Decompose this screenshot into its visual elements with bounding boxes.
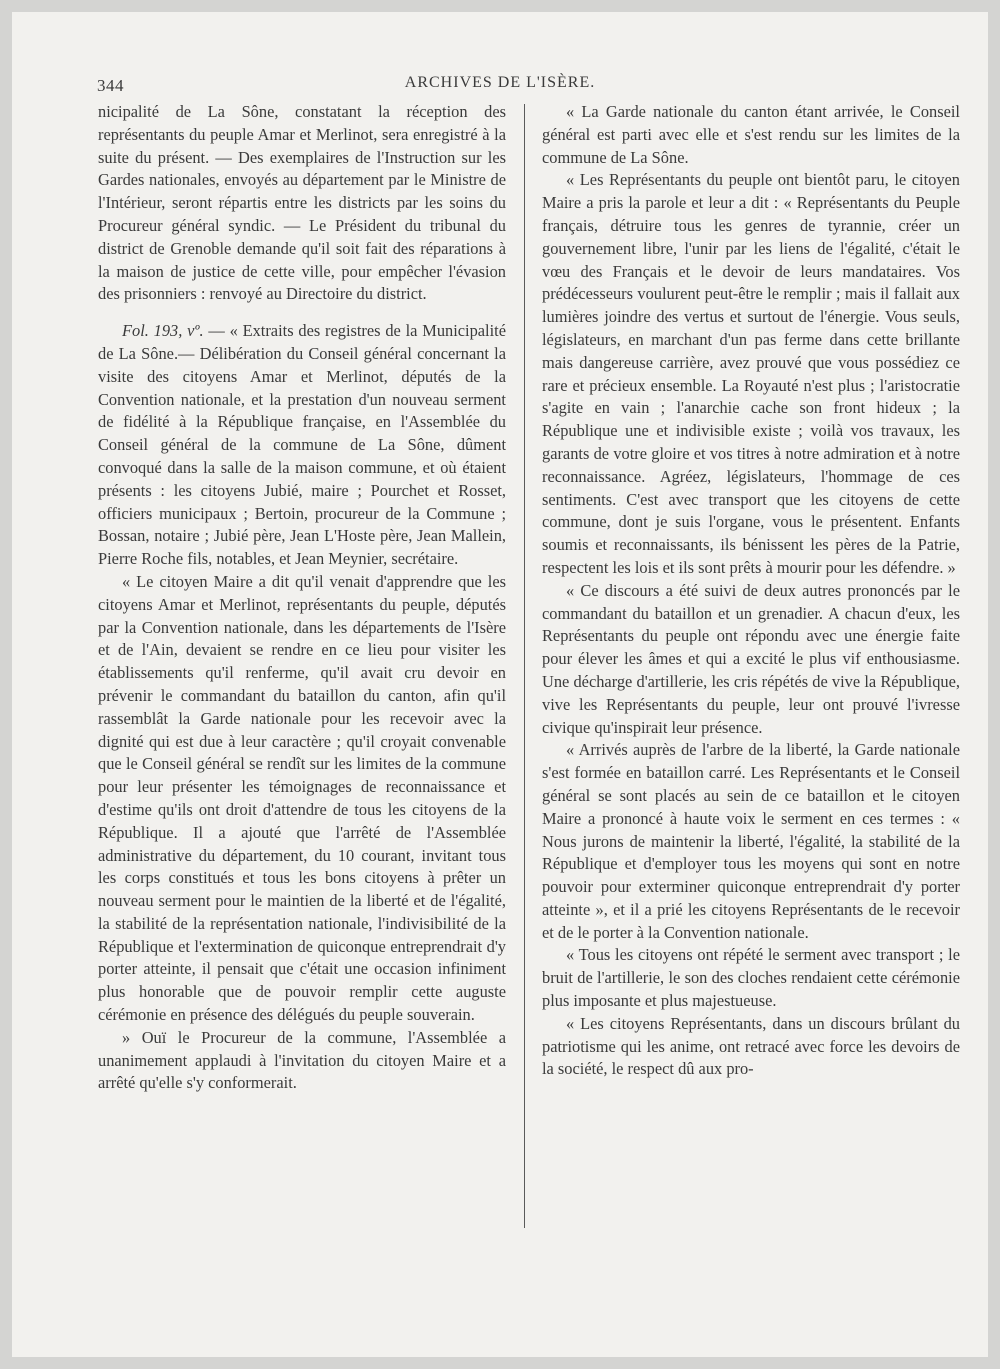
running-title: ARCHIVES DE L'ISÈRE.: [404, 74, 596, 91]
column-divider: [524, 104, 525, 1228]
paragraph: « Tous les citoyens ont répété le serment avec transport ; le bruit de l'artillerie, le son des cloches rendaient cette cérémonie plus imposante et plus majestueuse.: [542, 945, 960, 1011]
folio-reference: Fol. 193, vº.: [122, 321, 204, 341]
paragraph: nicipalité de La Sône, constatant la réception des représentants du peuple Amar et Merlinot, sera enregistré à la suite du présent. — Des exemplaires de l'Instruction sur les Gardes nationales, envoyés au département par le Ministre de l'Intérieur, seront répartis entre les districts par les soins du Procureur général syndic. — Le Président du tribunal du district de Grenoble demande qu'il soit fait des réparations à la maison de justice de cette ville, pour empêcher l'évasion des prisonniers : renvoyé au Directoire du district.: [98, 102, 506, 304]
paragraph: « La Garde nationale du canton étant arrivée, le Conseil général est parti avec elle et s'est rendu sur les limites de la commune de La Sône.: [542, 102, 960, 167]
paragraph: « Les Représentants du peuple ont bientôt paru, le citoyen Maire a pris la parole et leur a dit : « Représentants du Peuple français, détruire tous les genres de tyrannie, créer un gouvernement libre, l'unir par les liens de l'égalité, c'était le vœu des Français et le devoir de leurs mandataires. Vos prédécesseurs voulurent peut-être le remplir ; mais il fallait aux lumières joindre des vertus et surtout de l'énergie. Vous seuls, législateurs, en marchant d'un pas ferme dans cette brillante mais dangereuse carrière, avez prouvé que vous possédiez ce rare et précieux ensemble. La Royauté n'est plus ; l'aristocratie s'agite en vain ; l'anarchie cache son front hideux ; la République une et indivisible existe ; voilà vos travaux, les garants de votre gloire et vos titres à notre admiration et à notre reconnaissance. Agréez, législateurs, l'hommage de ces sentiments. C'est avec transport que les citoyens de cette commune, dont je suis l'organe, vous le présentent. Enfants soumis et reconnaissants, ils bénissent les pères de la Patrie, respectent les lois et ils sont prêts à mourir pour les défendre. »: [542, 170, 960, 577]
paragraph: « Le citoyen Maire a dit qu'il venait d'apprendre que les citoyens Amar et Merlinot, représentants du peuple, députés par la Convention nationale, dans les départements de l'Isère et de l'Ain, devaient se rendre en ce lieu pour visiter les établissements qu'il renferme, qu'il avait cru devoir en prévenir le commandant du bataillon du canton, afin qu'il rassemblât la Garde nationale pour les recevoir avec la dignité qui est due à leur caractère ; qu'il croyait convenable que le Conseil général se rendît sur les limites de la commune pour leur présenter les témoignages de reconnaissance et d'estime qu'ils ont droit d'attendre de tous les citoyens de la République. Il a ajouté que l'arrêté de l'Assemblée administrative du département, du 10 courant, invitant tous les corps constitués et tous les bons citoyens à prêter un nouveau serment pour le maintien de la liberté et de l'égalité, la stabilité de la représentation nationale, l'indivisibilité de la République et l'extermination de quiconque entreprendrait d'y porter atteinte, il pensait que c'était une occasion infiniment plus honorable que de pouvoir remplir cette auguste cérémonie en présence des délégués du peuple souverain.: [98, 571, 506, 1025]
paragraph: » Ouï le Procureur de la commune, l'Assemblée a unanimement applaudi à l'invitation du citoyen Maire et a arrêté qu'elle s'y conformerait.: [98, 1027, 506, 1093]
paragraph: « Arrivés auprès de l'arbre de la liberté, la Garde nationale s'est formée en bataillon carré. Les Représentants et le Conseil général se sont placés au sein de ce bataillon et le citoyen Maire a prononcé à haute voix le serment en ces termes : « Nous jurons de maintenir la liberté, l'égalité, la stabilité de la République et d'employer tous les moyens qui sont en notre pouvoir pour exterminer quiconque entreprendrait d'y porter atteinte », et il a prié les citoyens Représentants de le recevoir et de le porter à la Convention nationale.: [542, 740, 960, 942]
left-column: [98, 101, 506, 1095]
paragraph: « Ce discours a été suivi de deux autres prononcés par le commandant du bataillon et un grenadier. A chacun d'eux, les Représentants du peuple ont répondu avec une énergie faite pour élever les âmes et qui a excité le plus vif enthousiasme. Une décharge d'artillerie, les cris répétés de vive la République, vive les Représentants du peuple, leur ont prouvé l'ivresse civique qu'inspirait leur présence.: [542, 580, 960, 737]
paragraph: Fol. 193, vº. — « Extraits des registres de la Municipalité de La Sône.— Délibération du Conseil général concernant la visite des citoyens Amar et Merlinot, députés de la Convention nationale, et la prestation d'un nouveau serment de fidélité à la République française, en l'Assemblée du Conseil général de la commune de La Sône, dûment convoqué dans la salle de la maison commune, et où étaient présents : les citoyens Jubié, maire ; Pourchet et Rosset, officiers municipaux ; Bertoin, procureur de la Commune ; Bossan, notaire ; Jubié père, Jean L'Hoste père, Jean Mallein, Pierre Roche fils, notables, et Jean Meynier, secrétaire.: [98, 321, 506, 569]
page-number: 344: [97, 76, 124, 95]
paragraph: « Les citoyens Représentants, dans un discours brûlant du patriotisme qui les anime, ont retracé avec force les devoirs de la société, le respect dû aux pro-: [542, 1013, 960, 1079]
right-column: [542, 101, 960, 1081]
